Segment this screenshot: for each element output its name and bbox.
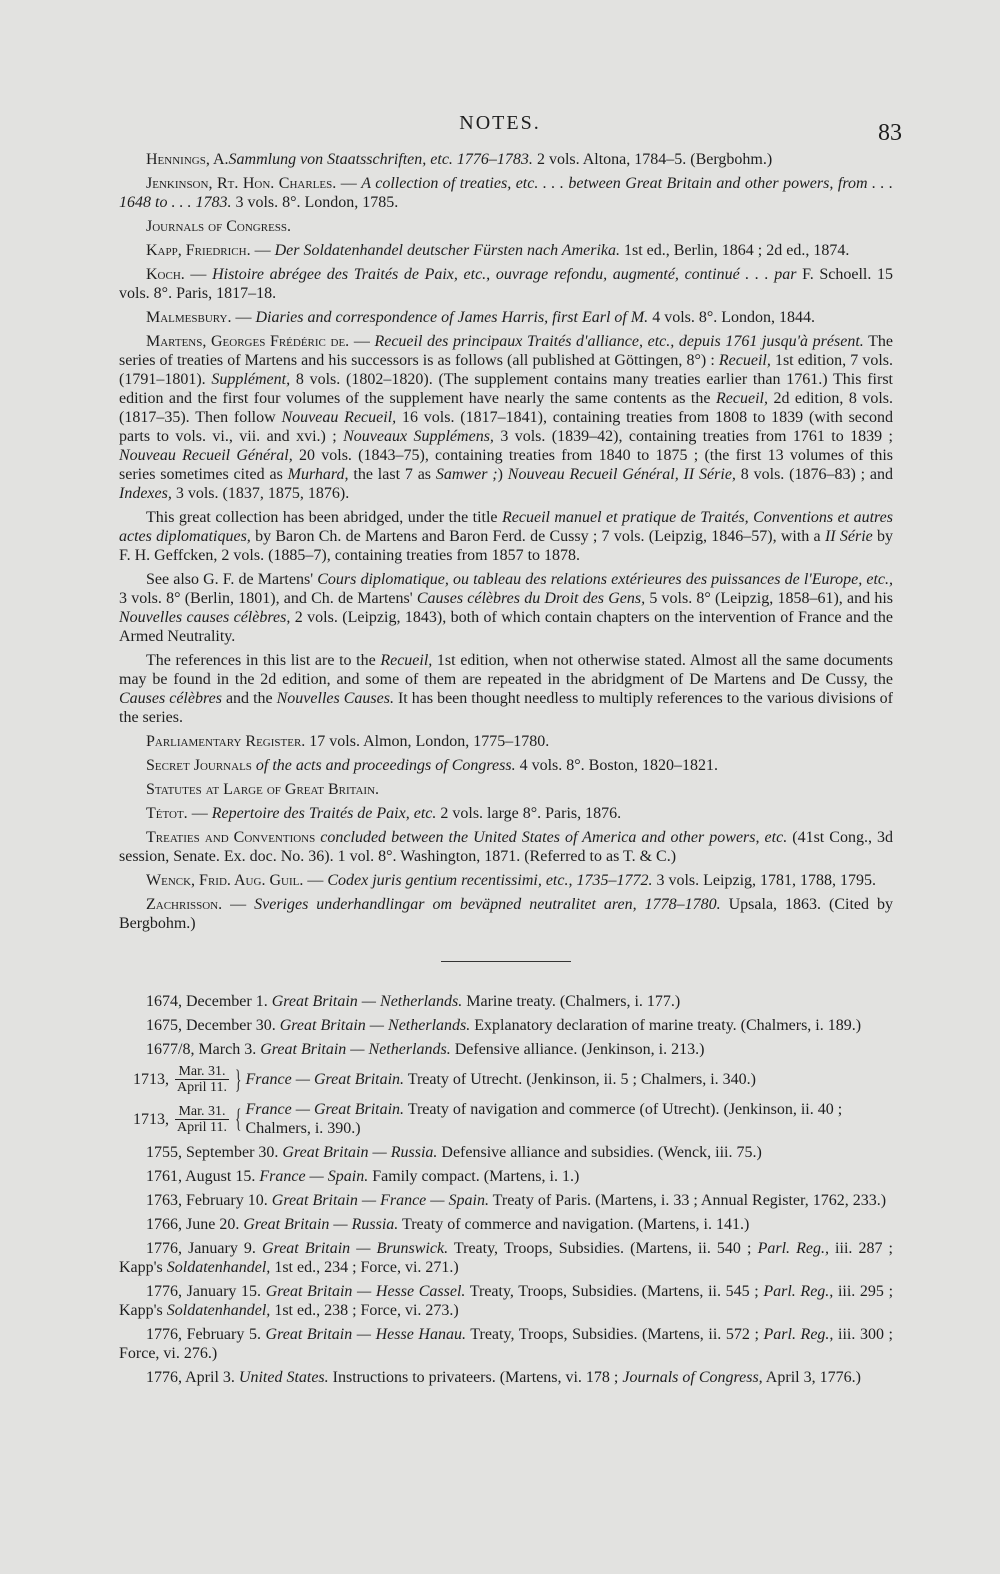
- text-run: iii. 287 ; Kapp's: [119, 1240, 894, 1276]
- text-run: 1776, January 15.: [146, 1283, 266, 1300]
- text-run: 1674, December 1.: [146, 993, 272, 1010]
- entry-author: Statutes at Large of Great Britain.: [146, 781, 380, 798]
- italic-text: concluded between the United States of America and other powers, etc.: [320, 829, 788, 846]
- italic-text: Journals of Congress,: [622, 1369, 763, 1386]
- italic-text: Nouveau Recueil Général, II Série,: [507, 466, 736, 483]
- italic-text: Great Britain — Netherlands.: [279, 1017, 471, 1034]
- text-run: Defensive alliance. (Jenkinson, i. 213.): [450, 1041, 705, 1058]
- text-run: —: [303, 872, 328, 889]
- text-run: 5 vols. 8° (Leipzig, 1858–61), and his: [645, 590, 893, 607]
- chronology-entry: [119, 1239, 893, 1277]
- italic-text: Nouveau Recueil,: [281, 409, 397, 426]
- entry-author: Journals of Congress.: [146, 218, 292, 235]
- text-run: 2d edition, 8 vols. (1817–35). Then follow: [119, 390, 894, 426]
- text-run: Defensive alliance and subsidies. (Wenck, iii. 75.): [437, 1144, 762, 1161]
- chronology-entry: [119, 1064, 893, 1095]
- italic-text: Great Britain — Brunswick.: [262, 1240, 449, 1257]
- italic-text: United States.: [238, 1369, 329, 1386]
- text-run: Upsala, 1863. (Cited by Bergbohm.): [119, 896, 894, 932]
- text-run: —: [184, 266, 213, 283]
- italic-text: Supplément,: [211, 371, 291, 388]
- text-run: 1761, August 15.: [146, 1168, 260, 1185]
- entry-author: Treaties and Conventions: [146, 829, 316, 846]
- bibliography-list-continued: [119, 732, 893, 933]
- brace-glyph: {: [235, 1104, 242, 1133]
- bibliography-entry: [119, 828, 893, 866]
- italic-text: Recueil manuel et pratique de Traités, Conventions et autres actes diplomatiques,: [119, 509, 894, 545]
- bibliography-entry: [119, 150, 893, 169]
- bibliography-entry: [119, 265, 893, 303]
- chronology-entry: [119, 1191, 893, 1210]
- text-run: ): [497, 466, 508, 483]
- text-run: 1776, February 5.: [146, 1326, 266, 1343]
- page-number: 83: [878, 120, 902, 146]
- text-run: Treaty of Paris. (Martens, i. 33 ; Annual Register, 1762, 233.): [488, 1192, 887, 1209]
- text-run: Treaty of navigation and commerce (of Utrecht). (Jenkinson, ii. 40 ; Chalmers, i. 390.): [245, 1101, 843, 1137]
- text-run: 1677/8, March 3.: [146, 1041, 261, 1058]
- italic-text: Nouvelles Causes.: [276, 690, 394, 707]
- date-fraction: [175, 1104, 229, 1135]
- italic-text: France — Great Britain.: [245, 1101, 405, 1118]
- italic-text: of the acts and proceedings of Congress.: [255, 757, 516, 774]
- chronology-entry: [119, 1215, 893, 1234]
- text-run: Instructions to privateers. (Martens, vi. 178 ;: [328, 1369, 623, 1386]
- section-divider: [441, 961, 571, 962]
- text-run: 20 vols. (1843–75), containing treaties from 1840 to 1875 ; (the first 13 volumes of this series sometimes cited as: [119, 447, 893, 483]
- italic-text: Soldatenhandel,: [166, 1302, 271, 1319]
- text-run: 1st ed., 234 ; Force, vi. 271.): [270, 1259, 459, 1276]
- entry-author: Kapp, Friedrich.: [146, 242, 251, 259]
- text-run: 17 vols. Almon, London, 1775–1780.: [305, 733, 550, 750]
- text-run: 3 vols. (1839–42), containing treaties from 1761 to 1839 ;: [493, 428, 894, 445]
- text-run: iii. 300 ; Force, vi. 276.): [119, 1326, 893, 1362]
- italic-text: Causes célèbres: [119, 690, 222, 707]
- bibliography-entry: [119, 241, 893, 260]
- chronology-entry: [119, 1368, 893, 1387]
- text-run: 1st ed., Berlin, 1864 ; 2d ed., 1874.: [620, 242, 850, 259]
- chronology-entry: [119, 1100, 893, 1138]
- italic-text: Parl. Reg.,: [757, 1240, 829, 1257]
- bibliography-entry: [119, 308, 893, 327]
- text-run: 2 vols. Altona, 1784–5. (Bergbohm.): [532, 151, 773, 168]
- italic-text: Indexes,: [119, 485, 172, 502]
- italic-text: Soldatenhandel,: [166, 1259, 271, 1276]
- italic-text: Sveriges underhandlingar om beväpned neutralitet aren, 1778–1780.: [254, 896, 721, 913]
- text-run: April 3, 1776.): [762, 1369, 861, 1386]
- text-run: 4 vols. 8°. London, 1844.: [648, 309, 816, 326]
- entry-author: Secret Journals: [146, 757, 252, 774]
- text-run: by Baron Ch. de Martens and Baron Ferd. de Cussy ; 7 vols. (Leipzig, 1846–57), with a: [250, 528, 825, 545]
- chronology-entry: [119, 1016, 893, 1035]
- entry-author: Parliamentary Register.: [146, 733, 306, 750]
- entry-text: [246, 1100, 893, 1138]
- text-run: 1763, February 10.: [146, 1192, 272, 1209]
- bibliography-entry: [119, 895, 893, 933]
- italic-text: Histoire abrégee des Traités de Paix, etc., ouvrage refondu, augmenté, continué . . . par: [212, 266, 797, 283]
- text-run: —: [222, 896, 255, 913]
- italic-text: Great Britain — Russia.: [243, 1216, 399, 1233]
- text-run: 8 vols. (1876–83) ; and: [735, 466, 894, 483]
- text-run: Treaty, Troops, Subsidies. (Martens, ii. 540 ;: [448, 1240, 758, 1257]
- text-run: the last 7 as: [348, 466, 436, 483]
- text-run: Marine treaty. (Chalmers, i. 177.): [462, 993, 681, 1010]
- commentary-paragraph: [119, 508, 893, 565]
- entry-author: Zachrisson.: [146, 896, 223, 913]
- entry-author: Wenck, Frid. Aug. Guil.: [146, 872, 304, 889]
- entry-text: [246, 1070, 893, 1089]
- text-run: Family compact. (Martens, i. 1.): [368, 1168, 580, 1185]
- entry-author: Martens, Georges Frédéric de.: [146, 333, 350, 350]
- text-run: Treaty of Utrecht. (Jenkinson, ii. 5 ; Chalmers, i. 340.): [404, 1071, 756, 1088]
- text-run: 16 vols. (1817–1841), containing treaties from 1808 to 1839 (with second parts to vols. vi., vii. and xvi.) ;: [119, 409, 894, 445]
- text-run: F. Schoell. 15 vols. 8°. Paris, 1817–18.: [119, 266, 894, 302]
- text-run: Treaty, Troops, Subsidies. (Martens, ii. 545 ;: [465, 1283, 764, 1300]
- bibliography-entry: [119, 174, 893, 212]
- italic-text: Nouvelles causes célèbres,: [119, 609, 291, 626]
- italic-text: A collection of treaties, etc. . . . between Great Britain and other powers, from . . . 1648 to . . . 1783.: [119, 175, 894, 211]
- running-title: NOTES.: [459, 112, 541, 134]
- text-run: —: [187, 805, 212, 822]
- new-style-date: April 11.: [177, 1119, 228, 1135]
- text-run: 3 vols. 8° (Berlin, 1801), and Ch. de Martens': [119, 590, 417, 607]
- italic-text: Great Britain — Hesse Hanau.: [265, 1326, 466, 1343]
- text-run: Explanatory declaration of marine treaty. (Chalmers, i. 189.): [470, 1017, 862, 1034]
- entry-author: Hennings, A.: [146, 151, 229, 168]
- text-run: 3 vols. 8°. London, 1785.: [231, 194, 399, 211]
- bibliography-entry: [119, 732, 893, 751]
- old-style-date: Mar. 31.: [175, 1064, 229, 1080]
- commentary-paragraph: [119, 651, 893, 727]
- brace-glyph: }: [235, 1064, 242, 1094]
- italic-text: France — Spain.: [259, 1168, 369, 1185]
- italic-text: Nouveaux Supplémens,: [343, 428, 494, 445]
- italic-text: Nouveau Recueil Général,: [119, 447, 293, 464]
- italic-text: Sammlung von Staatsschriften, etc. 1776–1783.: [228, 151, 533, 168]
- text-run: See also G. F. de Martens': [146, 571, 318, 588]
- commentary-paragraph: [119, 570, 893, 646]
- italic-text: Der Soldatenhandel deutscher Fürsten nach Amerika.: [274, 242, 620, 259]
- text-run: 1st ed., 238 ; Force, vi. 273.): [270, 1302, 459, 1319]
- italic-text: Recueil,: [718, 352, 771, 369]
- italic-text: Great Britain — Netherlands.: [260, 1041, 451, 1058]
- italic-text: Samwer ;: [435, 466, 498, 483]
- bibliography-entry: [119, 804, 893, 823]
- text-run: and the: [221, 690, 277, 707]
- italic-text: II Série: [824, 528, 873, 545]
- entry-author: Malmesbury.: [146, 309, 232, 326]
- bibliography-entry: [119, 217, 893, 236]
- text-run: 3 vols. (1837, 1875, 1876).: [171, 485, 350, 502]
- text-run: 1776, January 9.: [146, 1240, 263, 1257]
- chronology-entry: [119, 992, 893, 1011]
- text-run: 1st edition, 7 vols. (1791–1801).: [119, 352, 893, 388]
- text-run: by F. H. Geffcken, 2 vols. (1885–7), containing treaties from 1857 to 1878.: [119, 528, 894, 564]
- text-run: 1776, April 3.: [146, 1369, 239, 1386]
- text-run: The series of treaties of Martens and his successors is as follows (all published at Göttingen, 8°) :: [119, 333, 893, 369]
- text-run: —: [349, 333, 375, 350]
- entry-author: Jenkinson, Rt. Hon. Charles.: [146, 175, 337, 192]
- date-fraction: [175, 1064, 229, 1095]
- text-run: This great collection has been abridged, under the title: [146, 509, 502, 526]
- chronology-entry: [119, 1282, 893, 1320]
- italic-text: Great Britain — Russia.: [282, 1144, 438, 1161]
- text-run: —: [336, 175, 362, 192]
- page-header: [0, 112, 1000, 146]
- italic-text: Recueil,: [715, 390, 768, 407]
- bibliography-list: [119, 150, 893, 503]
- italic-text: Cours diplomatique, ou tableau des relations extérieures des puissances de l'Europe, etc.,: [317, 571, 893, 588]
- text-run: 3 vols. Leipzig, 1781, 1788, 1795.: [652, 872, 877, 889]
- italic-text: Parl. Reg.,: [763, 1326, 834, 1343]
- new-style-date: April 11.: [177, 1080, 228, 1095]
- text-run: iii. 295 ; Kapp's: [119, 1283, 894, 1319]
- italic-text: Great Britain — Hesse Cassel.: [265, 1283, 466, 1300]
- chronology-list-continued: [119, 1143, 893, 1387]
- chronology-entry: [119, 1167, 893, 1186]
- italic-text: Parl. Reg.,: [763, 1283, 834, 1300]
- italic-text: France — Great Britain.: [245, 1071, 405, 1088]
- text-run: 1st edition, when not otherwise stated. Almost all the same documents may be found in the 2d edition, and some of them are repeated in the abridgment of De Martens and De Cussy, the: [119, 652, 893, 688]
- entry-year: 1713,: [133, 1071, 169, 1088]
- text-run: 4 vols. 8°. Boston, 1820–1821.: [515, 757, 719, 774]
- text-run: 8 vols. (1802–1820). (The supplement contains many treaties earlier than 1761.) This first edition and the first four volumes of the supplement have nearly the same contents as the: [119, 371, 894, 407]
- italic-text: Codex juris gentium recentissimi, etc., 1735–1772.: [327, 872, 653, 889]
- text-run: The references in this list are to the: [146, 652, 381, 669]
- italic-text: Causes célèbres du Droit des Gens,: [416, 590, 646, 607]
- italic-text: Recueil,: [380, 652, 433, 669]
- text-run: It has been thought needless to multiply references to the various divisions of the series.: [119, 690, 894, 726]
- entry-year: 1713,: [133, 1110, 169, 1128]
- text-run: Treaty of commerce and navigation. (Martens, i. 141.): [398, 1216, 750, 1233]
- bibliography-entry: [119, 780, 893, 799]
- text-run: —: [231, 309, 256, 326]
- entry-author: Tétot.: [146, 805, 188, 822]
- italic-text: Great Britain — Netherlands.: [271, 993, 463, 1010]
- text-run: 2 vols. (Leipzig, 1843), both of which contain chapters on the intervention of France and the Armed Neutrality.: [119, 609, 893, 645]
- entry-author: Koch.: [146, 266, 185, 283]
- italic-text: Recueil des principaux Traités d'alliance, etc., depuis 1761 jusqu'à présent.: [374, 333, 864, 350]
- text-run: —: [250, 242, 275, 259]
- italic-text: Repertoire des Traités de Paix, etc.: [211, 805, 437, 822]
- italic-text: Great Britain — France — Spain.: [271, 1192, 489, 1209]
- notes-body: [119, 150, 893, 1392]
- bibliography-entry: [119, 332, 893, 503]
- old-style-date: Mar. 31.: [175, 1104, 229, 1120]
- text-run: 2 vols. large 8°. Paris, 1876.: [436, 805, 622, 822]
- text-run: Treaty, Troops, Subsidies. (Martens, ii. 572 ;: [465, 1326, 764, 1343]
- chronology-entry: [119, 1325, 893, 1363]
- chronology-list: [119, 992, 893, 1059]
- commentary-paragraphs: [119, 508, 893, 727]
- bibliography-entry: [119, 756, 893, 775]
- text-run: (41st Cong., 3d session, Senate. Ex. doc. No. 36). 1 vol. 8°. Washington, 1871. (Referred to as T. & C.): [119, 829, 893, 865]
- text-run: 1675, December 30.: [146, 1017, 280, 1034]
- text-run: 1766, June 20.: [146, 1216, 244, 1233]
- text-run: 1755, September 30.: [146, 1144, 283, 1161]
- bibliography-entry: [119, 871, 893, 890]
- italic-text: Diaries and correspondence of James Harris, first Earl of M.: [255, 309, 649, 326]
- chronology-entry: [119, 1040, 893, 1059]
- italic-text: Murhard,: [287, 466, 349, 483]
- chronology-entry: [119, 1143, 893, 1162]
